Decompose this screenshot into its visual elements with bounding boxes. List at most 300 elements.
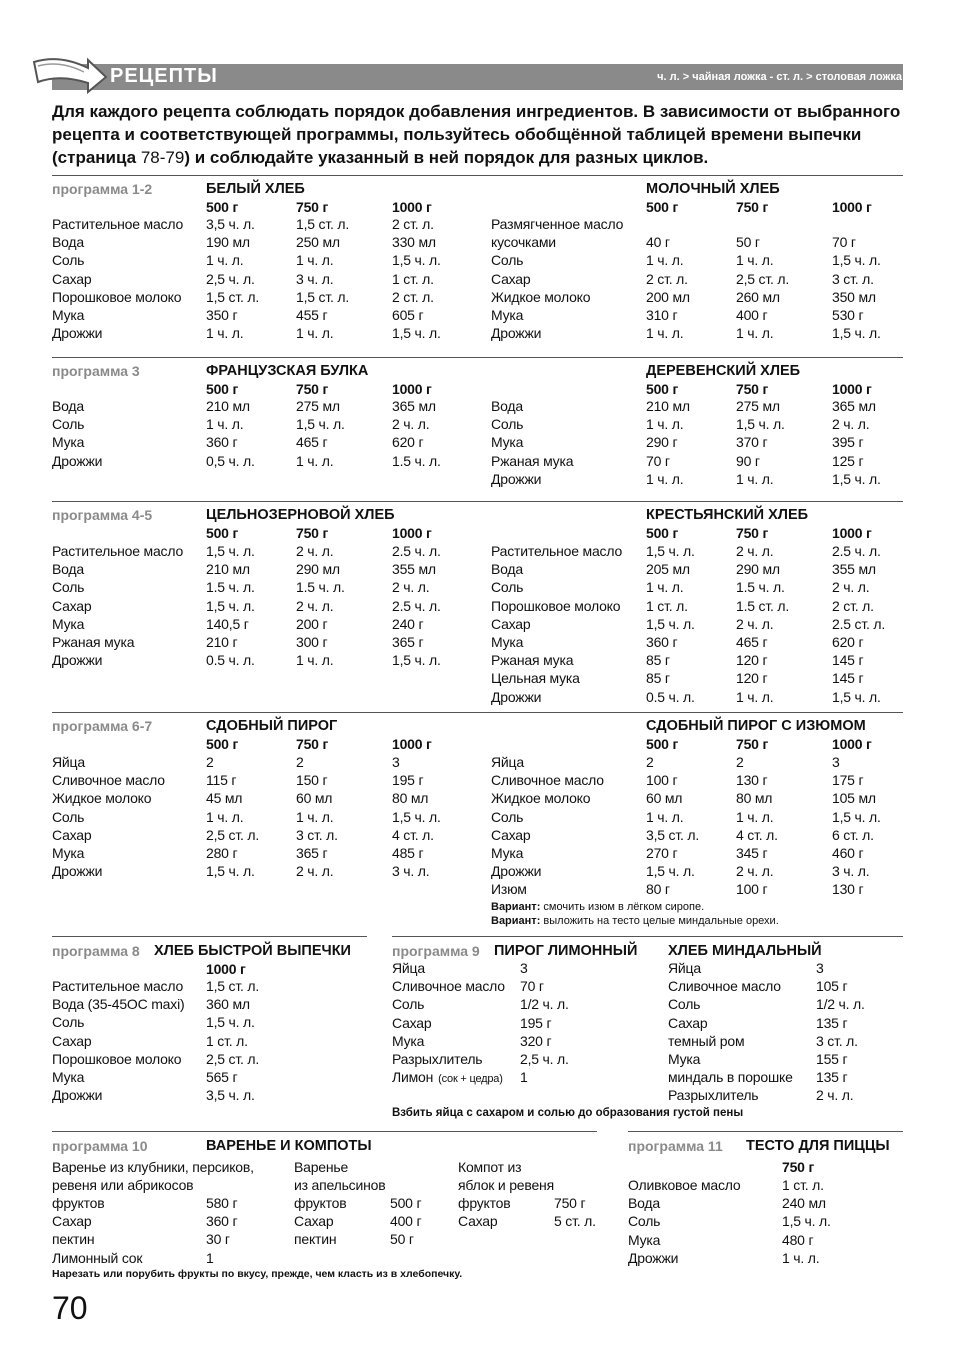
section-divider xyxy=(52,175,903,176)
ingredient-amount: 100 г xyxy=(646,772,678,789)
ingredient-name: Сахар xyxy=(491,615,531,632)
ingredient-name: Яйца xyxy=(392,960,425,976)
ingredient-amount: 50 г xyxy=(390,1231,414,1248)
ingredient-amount: 290 мл xyxy=(296,561,340,578)
ingredient-name: Растительное масло xyxy=(52,978,184,994)
ingredient-amount: 1 ч. л. xyxy=(296,452,334,469)
ingredient-amount: 1,5 ч. л. xyxy=(392,652,441,669)
ingredient-amount: 40 г xyxy=(646,234,670,251)
ingredient-amount: 60 мл xyxy=(296,790,333,807)
ingredient-amount: 1/2 ч. л. xyxy=(816,996,865,1013)
ingredient-name: Сахар xyxy=(52,1213,92,1230)
ingredient-amount: 150 г xyxy=(296,772,328,789)
recipe-title: ФРАНЦУЗСКАЯ БУЛКА xyxy=(206,363,369,379)
ingredient-amount: 275 мл xyxy=(736,398,780,414)
ingredient-amount: 2,5 ст. л. xyxy=(206,826,260,843)
ingredient-amount: 2 ст. л. xyxy=(646,270,688,287)
size-header: 500 г xyxy=(646,736,679,752)
recipe-title: ТЕСТО ДЛЯ ПИЦЦЫ xyxy=(746,1138,890,1154)
ingredient-name: Соль xyxy=(491,416,524,433)
ingredient-amount: 350 мл xyxy=(832,288,876,305)
ingredient-amount: 280 г xyxy=(206,845,238,861)
ingredient-name: Сахар xyxy=(491,826,531,843)
ingredient-amount: 455 г xyxy=(296,307,328,323)
ingredient-amount: 190 мл xyxy=(206,234,250,251)
ingredient-amount: 2.5 ч. л. xyxy=(392,597,441,614)
ingredient-amount: 1,5 ст. л. xyxy=(296,288,350,305)
ingredient-name: Вода (35-45ОС maxi) xyxy=(52,996,185,1013)
ingredient-name: Сахар xyxy=(52,1032,92,1049)
ingredient-name: Вода xyxy=(52,561,84,578)
program9-footnote: Взбить яйца с сахаром и солью до образования густой пены xyxy=(392,1107,744,1119)
size-header: 750 г xyxy=(736,381,769,397)
ingredient-name: Сахар xyxy=(52,270,92,287)
ingredient-amount: 2 ч. л. xyxy=(736,543,774,559)
ingredient-name: Сахар xyxy=(294,1213,334,1230)
section-divider xyxy=(52,936,367,937)
ingredient-name: Жидкое молоко xyxy=(52,790,152,807)
ingredient-amount: 1,5 ч. л. xyxy=(206,543,255,559)
ingredient-amount: 2,5 ч. л. xyxy=(206,270,255,287)
ingredient-name xyxy=(392,1068,503,1088)
ingredient-amount: 365 г xyxy=(296,845,328,861)
ingredient-amount: 1,5 ч. л. xyxy=(782,1213,831,1230)
program-label: программа 11 xyxy=(628,1138,723,1154)
ingredient-amount: 1 ч. л. xyxy=(646,470,684,487)
ingredient-amount: 3 ст. л. xyxy=(832,270,874,287)
ingredient-amount: 1 ч. л. xyxy=(736,325,774,342)
ingredient-amount: 1,5 ч. л. xyxy=(832,688,881,705)
ingredient-name: Соль xyxy=(628,1213,661,1230)
ingredient-amount: 1,5 ч. л. xyxy=(206,597,255,614)
jam-heading: Варенье из клубники, персиков, xyxy=(52,1159,254,1175)
ingredient-name: Растительное масло xyxy=(52,543,184,559)
ingredient-name: Сливочное масло xyxy=(52,772,165,789)
ingredient-amount: 2 ст. л. xyxy=(832,597,874,614)
ingredient-amount: 2 ч. л. xyxy=(296,863,334,880)
ingredient-amount: 3 xyxy=(832,754,840,770)
recipe-title: ЦЕЛЬНОЗЕРНОВОЙ ХЛЕБ xyxy=(206,507,395,523)
ingredient-amount: 360 г xyxy=(206,434,238,451)
ingredient-amount: 1 ч. л. xyxy=(296,252,334,269)
ingredient-amount: 130 г xyxy=(832,881,864,898)
ingredient-amount: 290 г xyxy=(646,434,678,451)
ingredient-amount: 1,5 ч. л. xyxy=(206,1014,255,1031)
ingredient-amount: 135 г xyxy=(816,1014,848,1031)
ingredient-name: Соль xyxy=(491,808,524,825)
size-header: 750 г xyxy=(296,199,329,215)
ingredient-name: Дрожжи xyxy=(491,470,542,487)
ingredient-amount: 1 ст. л. xyxy=(392,270,434,287)
ingredient-amount: 330 мл xyxy=(392,234,436,251)
section-divider xyxy=(392,936,903,937)
variant-label: Вариант: xyxy=(491,914,541,927)
recipe-title: ДЕРЕВЕНСКИЙ ХЛЕБ xyxy=(646,363,801,379)
ingredient-amount: 2.5 ст. л. xyxy=(832,615,886,632)
ingredient-name: Порошковое молоко xyxy=(52,288,182,305)
recipe-title: ХЛЕБ БЫСТРОЙ ВЫПЕЧКИ xyxy=(154,943,351,959)
section-divider xyxy=(52,1131,597,1132)
ingredient-amount: 1 ч. л. xyxy=(736,808,774,825)
jam-heading: ревеня или абрикосов xyxy=(52,1177,194,1194)
size-header: 750 г xyxy=(782,1159,815,1175)
ingredient-amount: 45 мл xyxy=(206,790,243,807)
ingredient-amount: 260 мл xyxy=(736,288,780,305)
ingredient-amount: 2 xyxy=(296,754,304,770)
ingredient-amount: 1 xyxy=(520,1069,528,1086)
program-label: программа 3 xyxy=(52,363,140,379)
size-header: 1000 г xyxy=(392,525,432,541)
ingredient-amount: 1/2 ч. л. xyxy=(520,996,569,1013)
ingredient-name: Соль xyxy=(52,252,85,269)
ingredient-name: Сливочное масло xyxy=(392,978,505,995)
program-label: программа 4-5 xyxy=(52,507,153,523)
ingredient-amount: 270 г xyxy=(646,845,678,861)
ingredient-amount: 130 г xyxy=(736,772,768,789)
ingredient-amount: 1 ст. л. xyxy=(782,1177,824,1193)
ingredient-amount: 2 ч. л. xyxy=(296,597,334,614)
ingredient-name: Сахар xyxy=(491,270,531,287)
page-number: 70 xyxy=(52,1290,88,1326)
ingredient-amount: 750 г xyxy=(554,1195,586,1211)
ingredient-amount: 465 г xyxy=(736,634,768,650)
ingredient-amount: 2,5 ч. л. xyxy=(520,1051,569,1067)
page-title: РЕЦЕПТЫ xyxy=(110,65,218,87)
recipe-title: ПИРОГ ЛИМОННЫЙ xyxy=(494,943,638,959)
ingredient-amount: 1 xyxy=(206,1249,214,1266)
ingredient-amount: 90 г xyxy=(736,452,760,469)
ingredient-amount: 120 г xyxy=(736,670,768,687)
ingredient-amount: 1 ч. л. xyxy=(646,252,684,269)
ingredient-amount: 1,5 ч. л. xyxy=(392,325,441,342)
ingredient-amount: 145 г xyxy=(832,652,864,669)
ingredient-name: Оливковое масло xyxy=(628,1177,741,1193)
ingredient-name: Сливочное масло xyxy=(668,978,781,995)
ingredient-name: Сливочное масло xyxy=(491,772,604,789)
ingredient-amount: 3 ч. л. xyxy=(392,863,430,880)
ingredient-name: Мука xyxy=(52,1069,85,1085)
ingredient-amount: 5 ст. л. xyxy=(554,1213,596,1230)
ingredient-amount: 355 мл xyxy=(832,561,876,578)
ingredient-amount: 350 г xyxy=(206,307,238,323)
section-divider xyxy=(628,1131,903,1132)
size-header: 750 г xyxy=(296,525,329,541)
ingredient-amount: 460 г xyxy=(832,845,864,861)
ingredient-amount: 1 ч. л. xyxy=(296,808,334,825)
ingredient-amount: 2 ст. л. xyxy=(392,288,434,305)
ingredient-name: Соль xyxy=(668,996,701,1013)
section-divider xyxy=(52,501,903,502)
recipe-title: КРЕСТЬЯНСКИЙ ХЛЕБ xyxy=(646,507,809,523)
lemon-note: (сок + цедра) xyxy=(438,1073,503,1086)
ingredient-amount: 1 ч. л. xyxy=(646,808,684,825)
ingredient-amount: 210 мл xyxy=(206,561,250,578)
ingredient-name: Мука xyxy=(52,434,85,451)
size-header: 1000 г xyxy=(206,961,246,977)
ingredient-name: Яйца xyxy=(491,754,524,770)
ingredient-amount: 200 мл xyxy=(646,288,690,305)
ingredient-name: Вода xyxy=(52,398,84,414)
ingredient-amount: 1,5 ч. л. xyxy=(832,325,881,342)
ingredient-amount: 3,5 ст. л. xyxy=(646,826,700,843)
ingredient-amount: 70 г xyxy=(646,452,670,469)
ingredient-name: Дрожжи xyxy=(52,652,103,669)
ingredient-amount: 1 ч. л. xyxy=(646,416,684,433)
ingredient-amount: 240 г xyxy=(392,615,424,632)
ingredient-name: Мука xyxy=(491,434,524,451)
ingredient-amount: 530 г xyxy=(832,307,864,323)
ingredient-amount: 2.5 ч. л. xyxy=(832,543,881,559)
ingredient-amount: 345 г xyxy=(736,845,768,861)
ingredient-name: пектин xyxy=(52,1231,95,1248)
size-header: 500 г xyxy=(646,381,679,397)
size-header: 1000 г xyxy=(832,736,872,752)
ingredient-name: Соль xyxy=(52,416,85,433)
recipe-title: СДОБНЫЙ ПИРОГ xyxy=(206,718,338,734)
ingredient-amount: 620 г xyxy=(392,434,424,451)
ingredient-name: фруктов xyxy=(52,1195,105,1211)
ingredient-amount: 3,5 ч. л. xyxy=(206,216,255,232)
ingredient-amount: 2 xyxy=(646,754,654,770)
ingredient-name: Растительное масло xyxy=(491,543,623,559)
program-label: программа 10 xyxy=(52,1138,148,1154)
arrow-icon xyxy=(30,52,110,96)
ingredient-amount: 2.5 ч. л. xyxy=(392,543,441,559)
ingredient-amount: 6 ст. л. xyxy=(832,826,874,843)
ingredient-amount: 1,5 ч. л. xyxy=(296,416,345,433)
ingredient-amount: 4 ст. л. xyxy=(736,826,778,843)
ingredient-name: Цельная мука xyxy=(491,670,580,687)
size-header: 500 г xyxy=(206,525,239,541)
ingredient-amount: 115 г xyxy=(206,772,237,789)
ingredient-name: Мука xyxy=(491,845,524,861)
ingredient-amount: 250 мл xyxy=(296,234,340,251)
ingredient-amount: 155 г xyxy=(816,1051,848,1067)
size-header: 500 г xyxy=(206,736,239,752)
ingredient-amount: 360 г xyxy=(206,1213,238,1230)
ingredient-amount: 1.5 ч. л. xyxy=(736,579,785,596)
size-header: 500 г xyxy=(206,381,239,397)
ingredient-name: Соль xyxy=(52,1014,85,1031)
size-header: 1000 г xyxy=(832,525,872,541)
ingredient-name: Дрожжи xyxy=(52,325,103,342)
ingredient-amount: 2 ч. л. xyxy=(736,615,774,632)
ingredient-name: кусочками xyxy=(491,234,556,251)
ingredient-amount: 2 ч. л. xyxy=(392,579,430,596)
ingredient-amount: 1 ст. л. xyxy=(206,1032,248,1049)
ingredient-amount: 605 г xyxy=(392,307,424,323)
variant-label: Вариант: xyxy=(491,900,541,913)
ingredient-amount: 365 г xyxy=(392,634,424,650)
recipe-title: МОЛОЧНЫЙ ХЛЕБ xyxy=(646,181,780,197)
ingredient-amount: 1.5 ч. л. xyxy=(206,579,255,596)
ingredient-amount: 1,5 ч. л. xyxy=(392,808,441,825)
ingredient-amount: 200 г xyxy=(296,615,328,632)
ingredient-name: Соль xyxy=(491,579,524,596)
ingredient-name: Дрожжи xyxy=(628,1249,679,1266)
ingredient-amount: 355 мл xyxy=(392,561,436,578)
program10-footnote: Нарезать или порубить фрукты по вкусу, прежде, чем класть из в хлебопечку. xyxy=(52,1268,463,1280)
ingredient-amount: 105 г xyxy=(816,978,848,995)
ingredient-amount: 3 xyxy=(520,960,528,976)
ingredient-amount: 1,5 ч. л. xyxy=(646,615,695,632)
ingredient-amount: 0.5 ч. л. xyxy=(646,688,695,705)
ingredient-amount: 205 мл xyxy=(646,561,690,578)
ingredient-name: Мука xyxy=(491,634,524,650)
ingredient-amount: 500 г xyxy=(390,1195,422,1211)
ingredient-amount: 105 мл xyxy=(832,790,876,807)
recipe-title: ХЛЕБ МИНДАЛЬНЫЙ xyxy=(668,943,822,959)
ingredient-amount: 365 мл xyxy=(832,398,876,414)
ingredient-name: Яйца xyxy=(52,754,85,770)
ingredient-amount: 2 xyxy=(736,754,744,770)
ingredient-amount: 3 xyxy=(816,960,824,976)
ingredient-name: Мука xyxy=(52,845,85,861)
ingredient-name: Дрожжи xyxy=(491,325,542,342)
ingredient-name: Вода xyxy=(491,561,523,578)
ingredient-amount: 400 г xyxy=(736,307,768,323)
ingredient-name: Сахар xyxy=(52,826,92,843)
ingredient-amount: 360 г xyxy=(646,634,678,650)
ingredient-amount: 2,5 ст. л. xyxy=(206,1050,260,1067)
ingredient-amount: 1,5 ч. л. xyxy=(736,416,785,433)
ingredient-amount: 125 г xyxy=(832,452,864,469)
ingredient-amount: 1 ч. л. xyxy=(646,325,684,342)
ingredient-amount: 60 мл xyxy=(646,790,683,807)
jam-heading: Варенье xyxy=(294,1159,349,1175)
ingredient-amount: 175 г xyxy=(832,772,864,789)
ingredient-amount: 1,5 ч. л. xyxy=(832,808,881,825)
ingredient-amount: 145 г xyxy=(832,670,864,687)
ingredient-amount: 320 г xyxy=(520,1032,552,1049)
ingredient-amount: 3 xyxy=(392,754,400,770)
ingredient-amount: 1,5 ст. л. xyxy=(296,216,350,232)
ingredient-name: Порошковое молоко xyxy=(491,597,621,614)
ingredient-name: Мука xyxy=(628,1231,661,1248)
ingredient-amount: 1 ч. л. xyxy=(782,1249,820,1266)
ingredient-name: Мука xyxy=(52,615,85,632)
ingredient-amount: 50 г xyxy=(736,234,760,251)
size-header: 1000 г xyxy=(832,199,872,215)
ingredient-amount: 2 ч. л. xyxy=(296,543,334,559)
ingredient-amount: 80 мл xyxy=(736,790,773,807)
ingredient-amount: 465 г xyxy=(296,434,328,451)
ingredient-name: Разрыхлитель xyxy=(392,1051,483,1067)
ingredient-name: Вода xyxy=(52,234,84,251)
size-header: 750 г xyxy=(736,525,769,541)
variant-note xyxy=(491,914,779,928)
units-legend: ч. л. > чайная ложка - ст. л. > столовая ложка xyxy=(657,71,902,83)
variant-note xyxy=(491,900,704,914)
section-divider xyxy=(52,712,903,713)
ingredient-amount: 290 мл xyxy=(736,561,780,578)
ingredient-amount: 120 г xyxy=(736,652,768,669)
ingredient-amount: 620 г xyxy=(832,634,864,650)
ingredient-amount: 0.5 ч. л. xyxy=(206,652,255,669)
ingredient-amount: 1 ч. л. xyxy=(206,416,244,433)
program-label: программа 6-7 xyxy=(52,718,153,734)
ingredient-name: темный ром xyxy=(668,1032,745,1049)
ingredient-amount: 1 ч. л. xyxy=(296,325,334,342)
ingredient-amount: 300 г xyxy=(296,634,328,650)
ingredient-amount: 360 мл xyxy=(206,996,250,1013)
ingredient-amount: 70 г xyxy=(832,234,856,251)
ingredient-name: Порошковое молоко xyxy=(52,1050,182,1067)
ingredient-name: Дрожжи xyxy=(52,1087,103,1104)
size-header: 1000 г xyxy=(392,736,432,752)
ingredient-amount: 1 ч. л. xyxy=(736,252,774,269)
ingredient-amount: 30 г xyxy=(206,1231,230,1248)
size-header: 500 г xyxy=(646,199,679,215)
ingredient-name: Разрыхлитель xyxy=(668,1087,759,1104)
ingredient-name: Вода xyxy=(628,1195,660,1212)
ingredient-amount: 1,5 ч. л. xyxy=(206,863,255,880)
ingredient-name: Дрожжи xyxy=(491,688,542,705)
ingredient-name: Соль xyxy=(52,579,85,596)
ingredient-amount: 1 ч. л. xyxy=(206,325,244,342)
ingredient-name: Растительное масло xyxy=(52,216,184,232)
ingredient-amount: 3 ст. л. xyxy=(296,826,338,843)
ingredient-amount: 485 г xyxy=(392,845,424,861)
size-header: 1000 г xyxy=(832,381,872,397)
size-header: 750 г xyxy=(296,381,329,397)
ingredient-name: Вода xyxy=(491,398,523,414)
ingredient-amount: 85 г xyxy=(646,652,670,669)
ingredient-amount: 0,5 ч. л. xyxy=(206,452,255,469)
ingredient-name: Дрожжи xyxy=(52,452,103,469)
ingredient-amount: 310 г xyxy=(646,307,678,323)
size-header: 1000 г xyxy=(392,381,432,397)
section-divider xyxy=(52,357,903,358)
ingredient-name: Мука xyxy=(668,1051,701,1067)
ingredient-amount: 1.5 ч. л. xyxy=(296,579,345,596)
ingredient-amount: 85 г xyxy=(646,670,670,687)
size-header: 750 г xyxy=(736,736,769,752)
ingredient-amount: 1 ч. л. xyxy=(206,808,244,825)
ingredient-amount: 80 г xyxy=(646,881,670,898)
ingredient-name: Соль xyxy=(491,252,524,269)
ingredient-amount: 565 г xyxy=(206,1069,238,1085)
ingredient-name: Лимонный сок xyxy=(52,1249,143,1266)
ingredient-name: миндаль в порошке xyxy=(668,1069,793,1086)
variant-text: выложить на тесто целые миндальные орехи. xyxy=(540,914,779,927)
lemon-label: Лимон xyxy=(392,1069,434,1086)
ingredient-name: Ржаная мука xyxy=(52,634,135,650)
ingredient-amount: 1 ч. л. xyxy=(736,688,774,705)
recipe-title: СДОБНЫЙ ПИРОГ С ИЗЮМОМ xyxy=(646,718,866,734)
ingredient-amount: 3 ст. л. xyxy=(816,1032,858,1049)
ingredient-name: Мука xyxy=(52,307,85,323)
ingredient-amount: 400 г xyxy=(390,1213,422,1230)
ingredient-name: Соль xyxy=(392,996,425,1013)
ingredient-name: пектин xyxy=(294,1231,337,1248)
ingredient-name: Сахар xyxy=(458,1213,498,1230)
ingredient-name: Изюм xyxy=(491,881,527,898)
ingredient-amount: 70 г xyxy=(520,978,544,995)
ingredient-name: фруктов xyxy=(294,1195,347,1211)
ingredient-amount: 210 г xyxy=(206,634,238,650)
ingredient-amount: 1,5 ст. л. xyxy=(206,978,260,994)
ingredient-amount: 210 мл xyxy=(646,398,690,414)
intro-paragraph: Для каждого рецепта соблюдать порядок добавления ингредиентов. В зависимости от выбранного рецепта и соответствующей программы, пользуйтесь обобщённой таблицей времени выпечки (страница 78-79) и соблюдайте указанный в ней порядок для разных циклов. xyxy=(52,102,901,167)
ingredient-amount: 2 ч. л. xyxy=(816,1087,854,1104)
ingredient-amount: 2,5 ст. л. xyxy=(736,270,790,287)
size-header: 750 г xyxy=(736,199,769,215)
size-header: 750 г xyxy=(296,736,329,752)
size-header: 500 г xyxy=(206,199,239,215)
program-label: программа 1-2 xyxy=(52,181,153,197)
ingredient-amount: 195 г xyxy=(520,1014,552,1031)
